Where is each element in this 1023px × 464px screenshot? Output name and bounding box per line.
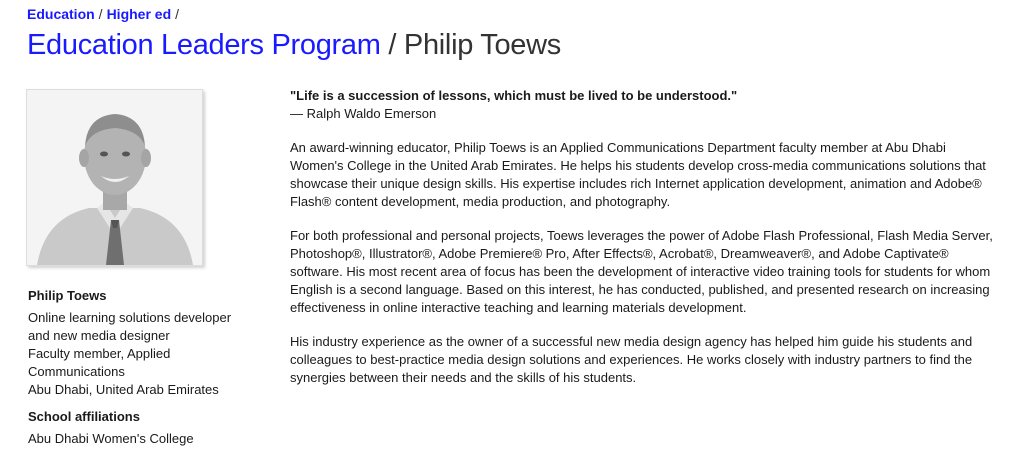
profile-sidebar: [28, 287, 248, 448]
profile-detail-line: Online learning solutions developer: [28, 310, 232, 325]
breadcrumb-separator: /: [98, 6, 103, 22]
profile-detail-line: Abu Dhabi, United Arab Emirates: [28, 382, 219, 397]
profile-detail-line: Communications: [28, 364, 125, 379]
bio-quote: "Life is a succession of lessons, which must be lived to be understood.": [290, 88, 738, 103]
bio-paragraph: An award-winning educator, Philip Toews is an Applied Communications Department faculty member at Abu Dhabi Women's College in the United Arab Emirates. He helps his students develop cross-media communications solutions that showcase their unique design skills. His expertise includes rich Internet application development, animation and Adobe® Flash® content development, media production, and photography.: [290, 140, 986, 209]
breadcrumb-link-higher-ed[interactable]: Higher ed: [106, 6, 172, 22]
program-title-link[interactable]: Education Leaders Program: [27, 29, 381, 61]
breadcrumb-separator: /: [175, 6, 180, 22]
breadcrumb-link-education[interactable]: Education: [27, 6, 95, 22]
quote-author: — Ralph Waldo Emerson: [290, 106, 437, 121]
title-separator: /: [388, 29, 397, 61]
page-title: [27, 29, 561, 62]
bio-paragraph: His industry experience as the owner of a successful new media design agency has helped him guide his students and colleagues to best-practice media design solutions and experiences. He works closely with industry partners to find the synergies between their needs and the skills of his students.: [290, 334, 973, 385]
school-affiliation-item: Abu Dhabi Women's College: [28, 431, 194, 446]
person-portrait-icon: [27, 90, 202, 265]
profile-detail-line: and new media designer: [28, 328, 170, 343]
bio-content: [290, 87, 1000, 403]
bio-paragraph: For both professional and personal projects, Toews leverages the power of Adobe Flash Professional, Flash Media Server, Photoshop®, Illustrator®, Adobe Premiere® Pro, After Effects®, Acrobat®, Dreamweaver®, and Adobe Captivate® software. His most recent area of focus has been the development of interactive video training tools for students for whom English is a second language. Based on this interest, he has conducted, published, and presented research on increasing effectiveness in online interactive teaching and learning materials development.: [290, 228, 993, 315]
breadcrumb: [27, 6, 183, 22]
school-affiliations-heading: School affiliations: [28, 409, 140, 424]
profile-detail-line: Faculty member, Applied: [28, 346, 171, 361]
profile-name: Philip Toews: [28, 288, 107, 303]
person-name-title: Philip Toews: [403, 29, 561, 61]
profile-photo: [26, 89, 203, 266]
